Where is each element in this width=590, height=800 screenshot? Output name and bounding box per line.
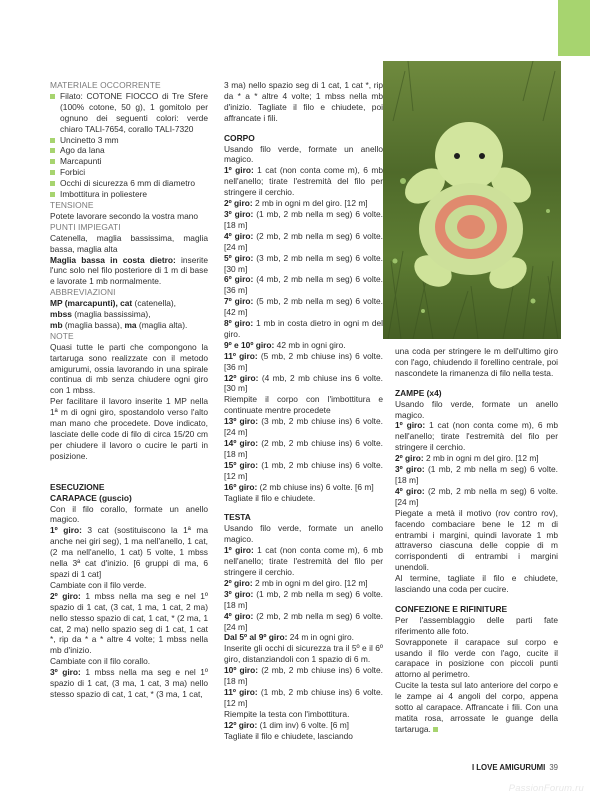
bullet-square-icon	[50, 159, 55, 164]
end-mark-icon	[433, 727, 438, 732]
body-note: Riempite il corpo con l'imbottitura e continuate mentre procedete	[224, 394, 383, 416]
list-item: Marcapunti	[50, 156, 208, 167]
abbreviations-title: ABBREVIAZIONI	[50, 287, 116, 298]
abbreviation-line: mb (maglia bassa), ma (maglia alta).	[50, 319, 188, 330]
carapace-title: CARAPACE (guscio)	[50, 492, 132, 503]
materials-list	[50, 91, 208, 200]
head-fill-note: Riempite la testa con l'imbottitura.	[224, 708, 350, 719]
head-intro: Usando filo verde, formate un anello magico.	[224, 523, 383, 545]
finishing-paragraph: Per l'assemblaggio delle parti fate riferimento alle foto.	[395, 614, 558, 636]
round-instruction: Dal 5º al 9º giro: 24 m in ogni giro.	[224, 632, 354, 643]
round-instruction: 11º giro: (5 mb, 2 mb chiuse ins) 6 volte. [36 m]	[224, 350, 383, 372]
round-instruction: 3º giro: (1 mb, 2 mb nella m seg) 6 volte. [18 m]	[224, 208, 384, 230]
round-instruction: 1º giro: 1 cat (non conta come m), 6 mb nell'anello; tirate l'estremità del filo per stringere il cerchio.	[224, 165, 384, 198]
round-instruction: 3º giro: (1 mb, 2 mb nella m seg) 6 volte. [18 m]	[395, 464, 559, 485]
stitches-title: PUNTI IMPIEGATI	[50, 221, 121, 232]
bullet-square-icon	[50, 181, 55, 186]
list-item: Filato: COTONE FIOCCO di Tre Sfere (100% cotone, 50 g), 1 gomitolo per ognuno dei seguenti colori: verde chiaro TALI-7654, corallo TALI-7320	[50, 91, 208, 135]
round-instruction: 3º giro: (1 mb, 2 mb nella m seg) 6 volte. [18 m]	[224, 588, 384, 610]
finishing-paragraph: Sovrapponete il carapace sul corpo e usando il filo verde con l'ago, cucite il carapace in posizione con piccoli punti attorno al perimetro.	[395, 636, 558, 680]
page-corner-tab	[558, 0, 590, 56]
list-item: Forbici	[50, 167, 208, 178]
bullet-square-icon	[50, 192, 55, 197]
abbreviation-line: MP (marcapunti), cat (catenella),	[50, 298, 176, 309]
notes-paragraph: Quasi tutte le parti che compongono la tartaruga sono realizzate con il metodo amigurumi, ossia lavorando in una spirale continua di mb senza chiudere ogni giro con 1 mbss.	[50, 341, 208, 396]
round-instruction: 1º giro: 1 cat (non conta come m), 6 mb nell'anello; tirate l'estremità del filo per stringere il cerchio.	[395, 420, 558, 453]
bullet-square-icon	[50, 94, 55, 99]
body-title: CORPO	[224, 132, 255, 143]
round-instruction: 10º giro: (2 mb, 2 mb chiuse ins) 6 volte. [18 m]	[224, 665, 383, 687]
watermark: PassionForum.ru	[508, 783, 584, 794]
turtle-photo	[383, 61, 561, 339]
execution-title: ESECUZIONE	[50, 481, 105, 492]
column-2	[224, 80, 383, 741]
body-intro: Usando filo verde, formate un anello magico.	[224, 143, 383, 165]
magazine-name: I LOVE AMIGURUMI	[471, 763, 546, 772]
round-instruction: 2º giro: 2 mb in ogni m del giro. [12 m]	[395, 453, 539, 464]
round-instruction: 2º giro: 2 mb in ogni m del giro. [12 m]	[224, 198, 368, 209]
legs-fold: Piegate a metà il motivo (rov contro rov), facendo combaciare bene le 12 m di entrambi i margini, quindi lavorate 1 mb attraverso ciascuna delle coppie di m corrispondenti di entrambi i margini unendoli.	[395, 507, 558, 573]
round-instruction: 2º giro: 2 mb in ogni m del giro. [12 m]	[224, 577, 368, 588]
bullet-square-icon	[50, 170, 55, 175]
round-instruction: 15º giro: (1 mb, 2 mb chiuse ins) 6 volte. [12 m]	[224, 459, 383, 481]
notes-paragraph: Per facilitare il lavoro inserite 1 MP nella 1ª m di ogni giro, spostandolo verso l'alto man mano che procedete. Dove indicato, lasciate delle code di filo di circa 15/20 cm per chiudere il lavoro o cucire le parti in posizione.	[50, 396, 208, 461]
list-item: Occhi di sicurezza 6 mm di diametro	[50, 178, 208, 189]
head-title: TESTA	[224, 512, 251, 523]
page-footer	[472, 763, 558, 772]
list-item: Imbottitura in poliestere	[50, 189, 208, 200]
stitch-definition: Maglia bassa in costa dietro: inserite l'unc solo nel filo posteriore di 1 m di base e lavorate 1 mb normalmente.	[50, 254, 208, 287]
carapace-intro: Con il filo corallo, formate un anello magico.	[50, 503, 208, 525]
materials-title: MATERIALE OCCORRENTE	[50, 80, 161, 90]
finishing-title: CONFEZIONE E RIFINITURE	[395, 603, 508, 614]
notes-title: NOTE	[50, 330, 74, 341]
round-instruction: 1º giro: 3 cat (sostituiscono la 1ª ma anche nei giri seg), 1 ma nell'anello, 1 cat, (2 ma nell'anello, 1 cat) 5 volte, 1 mbss nella 3ª cat d'inizio. [6 gruppi di ma, 6 spazi di 1 cat]	[50, 525, 208, 579]
round-instruction: 12º giro: (1 dim inv) 6 volte. [6 m]	[224, 719, 349, 730]
head-note: Inserite gli occhi di sicurezza tra il 5º e il 6º giro, distanziandoli con 1 spazio di 6 m.	[224, 643, 383, 665]
round-instruction: 4º giro: (2 mb, 2 mb nella m seg) 6 volte. [24 m]	[395, 485, 559, 507]
round-instruction: 4º giro: (2 mb, 2 mb nella m seg) 6 volte. [24 m]	[224, 230, 384, 252]
continued-text: 3 ma) nello spazio seg di 1 cat, 1 cat *, rip da * a * altre 4 volte; 1 mbss nella mb d'inizio. Tagliate il filo e chiudete, poi affrancate i fili.	[224, 80, 383, 123]
body-end: Tagliate il filo e chiudete.	[224, 492, 316, 503]
legs-title: ZAMPE (x4)	[395, 387, 442, 398]
round-instruction: 4º giro: (2 mb, 2 mb nella m seg) 6 volte. [24 m]	[224, 610, 384, 632]
round-instruction: 7º giro: (5 mb, 2 mb nella m seg) 6 volte. [42 m]	[224, 296, 384, 318]
round-instruction: 5º giro: (3 mb, 2 mb nella m seg) 6 volte. [30 m]	[224, 252, 384, 274]
continued-text: una coda per stringere le m dell'ultimo giro con l'ago, chiudendo il forellino centrale, poi nascondete la rimanenza di filo nella testa.	[395, 346, 558, 378]
round-instruction: 13º giro: (3 mb, 2 mb chiuse ins) 6 volte. [24 m]	[224, 416, 383, 438]
round-instruction: 2º giro: 1 mbss nella ma seg e nel 1º spazio di 1 cat, (3 cat, 1 ma, 1 cat, 2 ma) nello stesso spazio di cat, 1 cat, * (2 ma, 1 cat, 2 ma) nello spazio seg di 1 cat, 1 cat *, rip da * a * altre 4 volte; 1 mbss nella mb d'inizio.	[50, 590, 208, 656]
list-item: Uncinetto 3 mm	[50, 135, 208, 146]
tension-text: Potete lavorare secondo la vostra mano	[50, 210, 199, 221]
round-instruction: 12º giro: (4 mb, 2 mb chiuse ins 6 volte. [30 m]	[224, 372, 384, 394]
legs-end: Al termine, tagliate il filo e chiudete, lasciando una coda per cucire.	[395, 573, 558, 595]
round-instruction: 14º giro: (2 mb, 2 mb chiuse ins) 6 volte. [18 m]	[224, 438, 383, 459]
round-instruction: 8º giro: 1 mb in costa dietro in ogni m del giro.	[224, 318, 383, 339]
abbreviation-line: mbss (maglia bassissima),	[50, 309, 151, 320]
page-number: 39	[549, 763, 558, 772]
round-instruction: 6º giro: (4 mb, 2 mb nella m seg) 6 volte. [36 m]	[224, 274, 384, 296]
finishing-paragraph: Cucite la testa sul lato anteriore del corpo e le zampe ai 4 angoli del corpo, appena sotto al carapace. Affrancate i fili. Con una matita rosa, arrossate le guange della tartaruga.	[395, 680, 558, 734]
head-end: Tagliate il filo e chiudete, lasciando	[224, 730, 353, 741]
round-instruction: 3º giro: 1 mbss nella ma seg e nel 1º spazio di 1 cat, (3 ma, 1 cat, 3 ma) nello stesso spazio di cat, 1 cat, * (3 ma, 1 cat,	[50, 667, 208, 699]
stitches-text: Catenella, maglia bassissima, maglia bassa, maglia alta	[50, 232, 208, 254]
color-change-note: Cambiate con il filo verde.	[50, 579, 147, 590]
tension-title: TENSIONE	[50, 199, 94, 210]
round-instruction: 16º giro: (2 mb chiuse ins) 6 volte. [6 m]	[224, 481, 374, 492]
color-change-note: Cambiate con il filo corallo.	[50, 656, 151, 667]
bullet-square-icon	[50, 148, 55, 153]
turtle-illustration	[383, 61, 561, 339]
list-item: Ago da lana	[50, 145, 208, 156]
round-instruction: 9º e 10º giro: 42 mb in ogni giro.	[224, 339, 346, 350]
bullet-square-icon	[50, 138, 55, 143]
round-instruction: 11º giro: (1 mb, 2 mb chiuse ins) 6 volte. [12 m]	[224, 686, 383, 708]
column-3	[395, 346, 558, 735]
legs-intro: Usando filo verde, formate un anello magico.	[395, 398, 558, 420]
column-1	[50, 80, 208, 700]
round-instruction: 1º giro: 1 cat (non conta come m), 6 mb nell'anello; tirate l'estremità del filo per stringere il cerchio.	[224, 545, 384, 577]
